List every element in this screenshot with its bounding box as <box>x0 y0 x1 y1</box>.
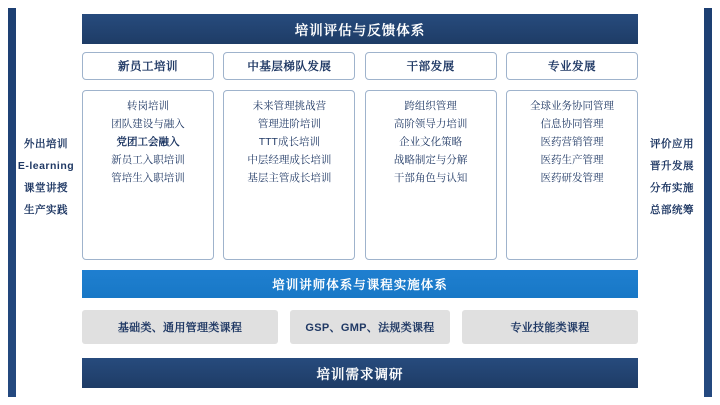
list-item: 管培生入职培训 <box>111 172 185 184</box>
column-title <box>223 52 355 80</box>
column-cadre-development <box>365 52 497 260</box>
list-item: 未来管理挑战营 <box>252 100 327 112</box>
course-chip <box>462 310 638 344</box>
list-item: 干部角色与认知 <box>393 172 468 184</box>
column-title <box>82 52 214 80</box>
list-item: 医药研发管理 <box>540 172 604 184</box>
list-item: 信息协同管理 <box>540 118 604 130</box>
course-chip-label: 基础类、通用管理类课程 <box>117 322 243 334</box>
right-label-2: 晋升发展 <box>650 160 694 172</box>
list-item: 跨组织管理 <box>404 100 457 112</box>
left-label-3: 课堂讲授 <box>24 182 68 194</box>
left-label-4: 生产实践 <box>24 204 68 216</box>
column-items <box>82 90 214 260</box>
column-middle-junior-pipeline <box>223 52 355 260</box>
list-item: TTT成长培训 <box>258 136 320 148</box>
left-delivery-methods <box>10 138 82 217</box>
column-professional-development <box>506 52 638 260</box>
column-items <box>506 90 638 260</box>
list-item: 医药营销管理 <box>540 136 604 148</box>
left-label-2: E-learning <box>17 160 75 172</box>
list-item: 战略制定与分解 <box>393 154 468 166</box>
column-new-employee <box>82 52 214 260</box>
list-item: 新员工入职培训 <box>111 154 185 166</box>
list-item: 团队建设与融入 <box>111 118 185 130</box>
list-item: 转岗培训 <box>127 100 169 112</box>
course-chip <box>290 310 450 344</box>
column-title <box>506 52 638 80</box>
list-item: 高阶领导力培训 <box>393 118 468 130</box>
trainer-course-system-label: 培训讲师体系与课程实施体系 <box>272 278 448 292</box>
column-items <box>223 90 355 260</box>
list-item: 全球业务协同管理 <box>529 100 614 112</box>
column-title-label: 干部发展 <box>406 61 455 73</box>
left-label-1: 外出培训 <box>24 138 68 150</box>
course-chip <box>82 310 278 344</box>
right-governance-labels <box>636 138 708 217</box>
list-item: 管理进阶培训 <box>257 118 321 130</box>
course-chip-row <box>82 310 638 344</box>
evaluation-feedback-label: 培训评估与反馈体系 <box>294 23 426 38</box>
list-item: 基层主管成长培训 <box>247 172 332 184</box>
right-label-4: 总部统筹 <box>650 204 694 216</box>
list-item: 企业文化策略 <box>399 136 463 148</box>
needs-survey-label: 培训需求调研 <box>316 367 404 382</box>
column-items <box>365 90 497 260</box>
course-chip-label: 专业技能类课程 <box>510 322 590 334</box>
column-title-label: 专业发展 <box>547 61 596 73</box>
course-chip-label: GSP、GMP、法规类课程 <box>305 322 435 334</box>
program-columns <box>82 52 638 260</box>
needs-survey-bar <box>82 358 638 388</box>
column-title-label: 中基层梯队发展 <box>247 61 332 73</box>
column-title-label: 新员工培训 <box>118 61 178 73</box>
right-label-1: 评价应用 <box>650 138 694 150</box>
list-item: 党团工会融入 <box>116 136 180 148</box>
column-title <box>365 52 497 80</box>
list-item: 医药生产管理 <box>540 154 604 166</box>
right-label-3: 分布实施 <box>650 182 694 194</box>
trainer-course-system-bar <box>82 270 638 298</box>
list-item: 中层经理成长培训 <box>247 154 332 166</box>
center-panel <box>82 14 638 391</box>
evaluation-feedback-bar <box>82 14 638 44</box>
